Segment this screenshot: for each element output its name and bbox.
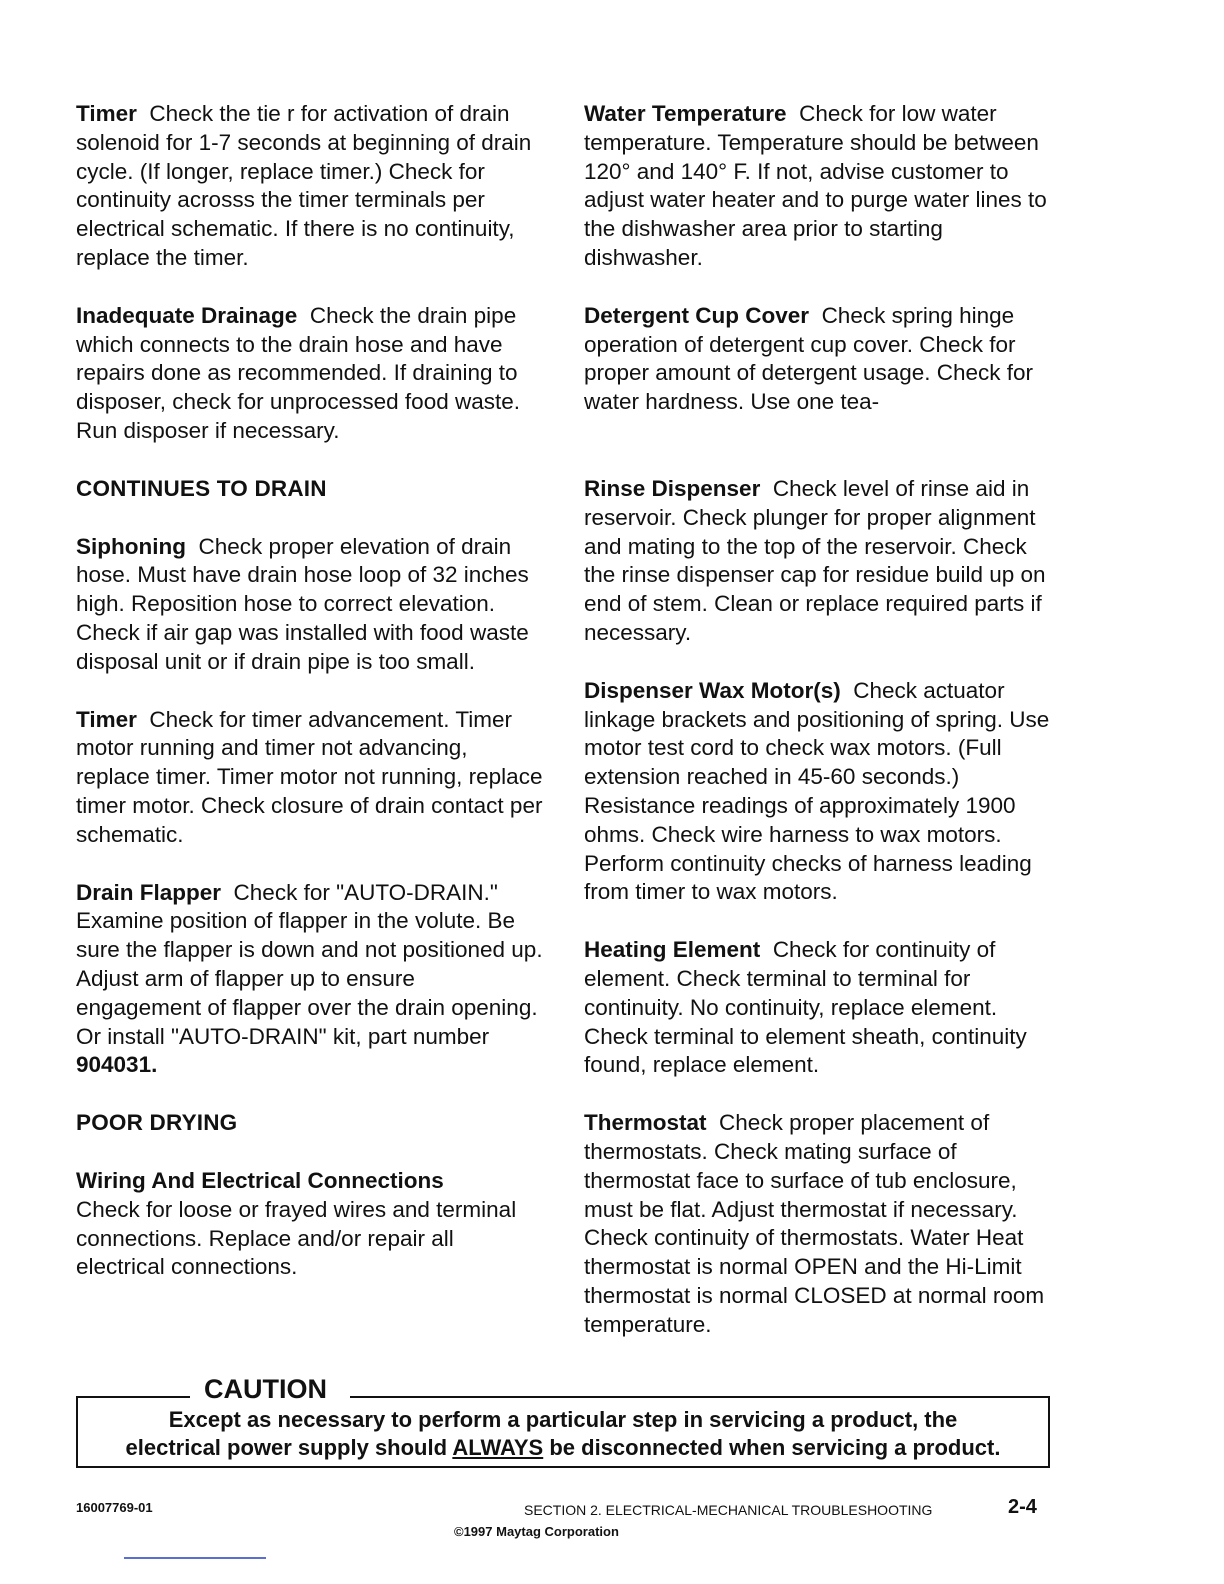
entry-heading: Heating Element [584,937,761,963]
footer-section-title: SECTION 2. ELECTRICAL-MECHANICAL TROUBLESHOOTING [524,1502,933,1518]
entry-inadequate-drainage [76,302,546,446]
entry-text: Check the tie r for activation of drain solenoid for 1-7 seconds at beginning of drain cycle. (If longer, replace timer.) Check for continuity acrosss the timer terminals per electrical schematic. If there is no continuity, replace the timer. [76,101,532,270]
entry-thermostat [584,1109,1054,1339]
caution-rule-left [78,1396,190,1398]
entry-heading: Detergent Cup Cover [584,302,810,328]
entry-dispenser-wax-motors [584,677,1054,907]
entry-heading: Water Temperature [584,101,787,126]
entry-text: Check spring hinge operation of detergent cup cover. Check for proper amount of detergent usage. Check for water hardness. Use one tea- [584,302,1034,415]
caution-rule-right [350,1396,1048,1398]
caution-line-2-before: electrical power supply should [125,1435,448,1460]
entry-heading: Drain Flapper [76,879,222,905]
entry-text: Check for low water temperature. Temperature should be between 120° and 140° F. If not, advise customer to adjust water heater and to purge water lines to the dishwasher area prior to starting dishwasher. [584,101,1047,270]
entry-text: Check for loose or frayed wires and terminal connections. Replace and/or repair all electrical connections. [76,1196,517,1280]
entry-heating-element [584,936,1054,1080]
entry-text: Check level of rinse aid in reservoir. Check plunger for proper alignment and mating to the top of the reservoir. Check the rinse dispenser cap for residue build up on end of stem. Clean or replace required parts if necessary. [584,475,1046,645]
entry-heading: Timer [76,101,137,126]
footer-rule [124,1557,266,1559]
caution-line-2-after: be disconnected when servicing a product. [549,1435,1001,1460]
right-column [584,100,1054,1368]
entry-drain-flapper [76,879,546,1081]
entry-heading: Timer [76,706,137,732]
entry-text: Check the drain pipe which connects to the drain hose and have repairs done as recommended. If draining to disposer, check for unprocessed food waste. Run disposer if necessary. [76,302,521,443]
section-heading-continues-to-drain: CONTINUES TO DRAIN [76,475,327,501]
entry-heading: Thermostat [584,1110,707,1136]
entry-heading: Rinse Dispenser [584,475,761,501]
page-number: 2-4 [1008,1496,1037,1518]
caution-title: CAUTION [198,1374,333,1405]
entry-text: Check for timer advancement. Timer motor running and timer not advancing, replace timer. Timer motor not running, replace timer motor. Check closure of drain contact per schematic. [76,706,543,847]
entry-heading: Wiring And Electrical Connections [76,1167,444,1193]
copyright: ©1997 Maytag Corporation [454,1524,619,1539]
entry-timer-advancement [76,706,546,850]
entry-heading: Dispenser Wax Motor(s) [584,677,841,703]
entry-text: Check proper placement of thermostats. Check mating surface of thermostat face to surface of tub enclosure, must be flat. Adjust thermostat if necessary. Check continuity of thermostats. Water Heat thermostat is normal OPEN and the Hi-Limit thermostat is normal CLOSED at normal room temperature. [584,1110,1045,1337]
entry-siphoning [76,533,546,677]
caution-line-1: Except as necessary to perform a particular step in servicing a product, the [168,1407,958,1432]
entry-detergent-cup-cover [584,302,1054,417]
caution-text [78,1406,1048,1462]
entry-text: Check for "AUTO-DRAIN." Examine position of flapper in the volute. Be sure the flapper is down and not positioned up. Adjust arm of flapper up to ensure engagement of flapper over the drain opening. Or install "AUTO-DRAIN" kit, part number [76,879,543,1049]
document-number: 16007769-01 [76,1500,153,1515]
entry-timer-drain-solenoid [76,100,546,273]
entry-rinse-dispenser [584,475,1054,648]
left-column [76,100,546,1311]
entry-heading: Siphoning [76,533,186,559]
entry-heading: Inadequate Drainage [76,302,298,328]
entry-text: Check for continuity of element. Check terminal to terminal for continuity. No continuity, replace element. Check terminal to element sheath, continuity found, replace element. [584,937,1027,1078]
entry-water-temperature [584,100,1054,273]
part-number: 904031. [76,1052,158,1078]
entry-text: Check actuator linkage brackets and positioning of spring. Use motor test cord to check wax motors. (Full extension reached in 45-60 seconds.) Resistance readings of approximately 1900 ohms. Check wire harness to wax motors. Perform continuity checks of harness leading from timer to wax motors. [584,677,1050,905]
entry-wiring-connections [76,1167,546,1282]
caution-emphasis: ALWAYS [452,1435,544,1460]
caution-box [76,1374,1050,1468]
entry-text: Check proper elevation of drain hose. Must have drain hose loop of 32 inches high. Reposition hose to correct elevation. Check if air gap was installed with food waste disposal unit or if drain pipe is too small. [76,533,529,674]
section-heading-poor-drying: POOR DRYING [76,1110,238,1136]
